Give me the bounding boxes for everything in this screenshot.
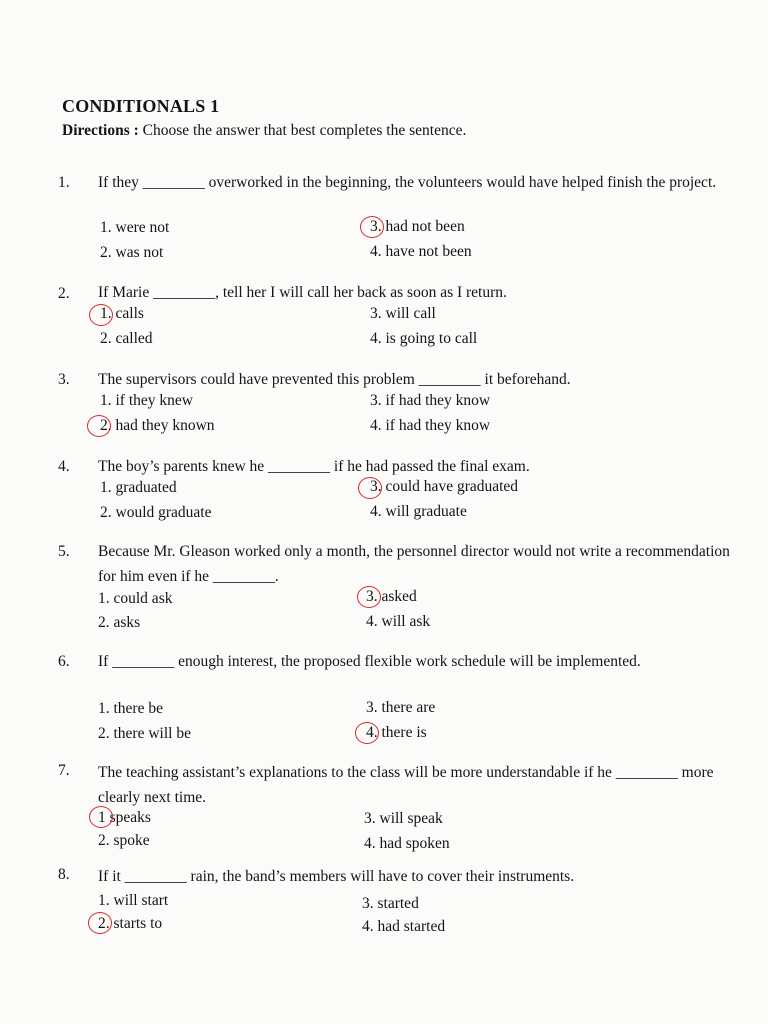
question-text: If Marie ________, tell her I will call her back as soon as I return.: [98, 284, 507, 301]
option-3[interactable]: 3. could have graduated: [370, 478, 519, 495]
option-2[interactable]: 2. would graduate: [100, 504, 212, 521]
question-number: 3.: [58, 371, 70, 388]
option-1[interactable]: 1. calls: [100, 305, 144, 322]
option-4[interactable]: 4. if had they know: [370, 417, 491, 434]
option-1[interactable]: 1. there be: [98, 700, 163, 717]
option-2[interactable]: 2. had they known: [100, 417, 215, 434]
answer-circle-mark: [355, 722, 379, 744]
answer-circle-mark: [89, 806, 113, 828]
question-number: 8.: [58, 866, 70, 883]
option-1[interactable]: 1. could ask: [98, 590, 173, 607]
page-title: CONDITIONALS 1: [62, 96, 220, 116]
option-4[interactable]: 4. there is: [366, 724, 427, 741]
option-3[interactable]: 3. started: [362, 895, 419, 912]
option-1[interactable]: 1. were not: [100, 219, 170, 236]
question-number: 2.: [58, 285, 70, 302]
answer-circle-mark: [360, 216, 384, 238]
question-text: The teaching assistant’s explanations to the class will be more understandable if he ________ more clearly next time.: [98, 764, 714, 806]
directions-text: Choose the answer that best completes the sentence.: [142, 122, 467, 139]
option-2[interactable]: 2. spoke: [98, 832, 150, 849]
option-2[interactable]: 2. there will be: [98, 725, 191, 742]
option-2[interactable]: 2. asks: [98, 614, 141, 631]
option-1[interactable]: 1. if they knew: [100, 392, 193, 409]
question-text: The boy’s parents knew he ________ if he had passed the final exam.: [98, 458, 530, 475]
option-1[interactable]: 1 speaks: [98, 809, 151, 826]
question-text: If it ________ rain, the band’s members will have to cover their instruments.: [98, 868, 575, 885]
option-3[interactable]: 3. there are: [366, 699, 436, 716]
option-3[interactable]: 3. had not been: [370, 218, 465, 235]
question-number: 4.: [58, 458, 70, 475]
option-4[interactable]: 4. had spoken: [364, 835, 450, 852]
answer-circle-mark: [357, 586, 381, 608]
directions-label: Directions :: [62, 122, 139, 139]
question-text: The supervisors could have prevented this problem ________ it beforehand.: [98, 371, 571, 388]
option-1[interactable]: 1. will start: [98, 892, 169, 909]
question-number: 5.: [58, 543, 70, 560]
option-4[interactable]: 4. had started: [362, 918, 446, 935]
question-number: 1.: [58, 174, 70, 191]
option-1[interactable]: 1. graduated: [100, 479, 177, 496]
option-4[interactable]: 4. will graduate: [370, 503, 467, 520]
option-2[interactable]: 2. called: [100, 330, 153, 347]
option-4[interactable]: 4. will ask: [366, 613, 431, 630]
option-4[interactable]: 4. have not been: [370, 243, 472, 260]
directions: [62, 122, 466, 140]
question-text: If ________ enough interest, the proposed flexible work schedule will be implemented.: [98, 653, 641, 670]
question-number: 7.: [58, 762, 70, 779]
question-text: Because Mr. Gleason worked only a month, the personnel director would not write a recommendation for him even if he ________.: [98, 543, 730, 585]
answer-circle-mark: [87, 415, 111, 437]
option-3[interactable]: 3. asked: [366, 588, 417, 605]
option-4[interactable]: 4. is going to call: [370, 330, 478, 347]
option-2[interactable]: 2. was not: [100, 244, 164, 261]
option-2[interactable]: 2. starts to: [98, 915, 163, 932]
option-3[interactable]: 3. will speak: [364, 810, 443, 827]
option-3[interactable]: 3. if had they know: [370, 392, 491, 409]
answer-circle-mark: [89, 304, 113, 326]
question-number: 6.: [58, 653, 70, 670]
question-text: If they ________ overworked in the beginning, the volunteers would have helped finish the project.: [98, 174, 717, 191]
answer-circle-mark: [88, 912, 112, 934]
answer-circle-mark: [358, 477, 382, 499]
option-3[interactable]: 3. will call: [370, 305, 436, 322]
